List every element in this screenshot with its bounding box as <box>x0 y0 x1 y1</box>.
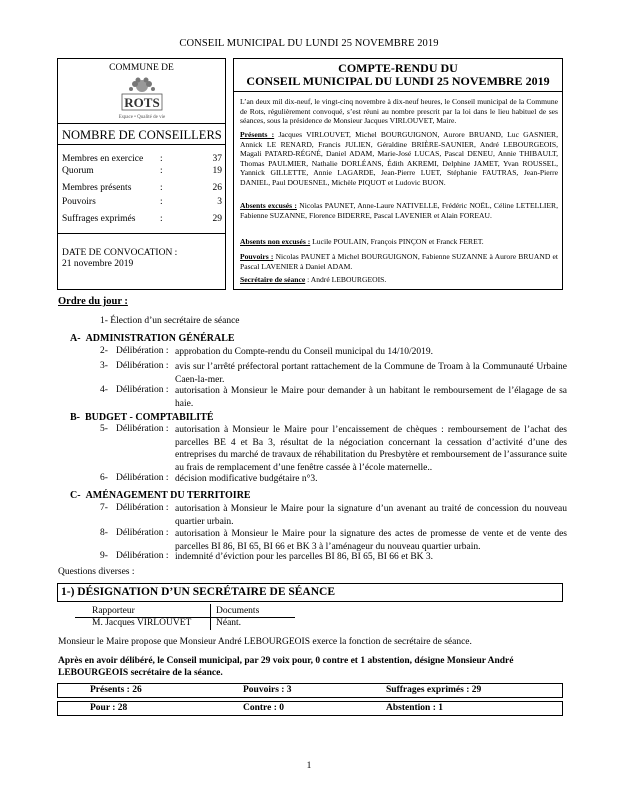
deliberation-label: Délibération : <box>116 424 169 434</box>
section-title-bar <box>57 583 563 602</box>
section-b: B- BUDGET - COMPTABILITÉ <box>70 412 214 423</box>
rots-logo <box>92 76 192 124</box>
questions-diverses: Questions diverses : <box>58 567 135 577</box>
deliberation-label: Délibération : <box>116 528 169 538</box>
deliberation-label: Délibération : <box>116 473 169 483</box>
suffrages-count: Suffrages exprimés : 29 <box>386 685 482 695</box>
pouvoirs-text: Pouvoirs : Nicolas PAUNET à Michel BOURGUIGNON, Fabienne SUZANNE à Aurore BRUAND et Pascal LAVENIER à Daniel ADAM. <box>240 252 558 271</box>
vote-result-box <box>57 701 563 716</box>
item-number: 7- <box>100 503 108 513</box>
convocation-label: DATE DE CONVOCATION : <box>62 248 178 258</box>
commune-info-box: COMMUNE DE ROTS Espace • Qualité de vie NOMBRE DE CONSEILLERS Membres en exercice : 37 Quorum : 19 Membres présents : 26 Pouvoirs : 3 Suffrages exprimés : 29 DATE DE CONVOCATION : 21 novembre 2019 <box>57 58 226 290</box>
convocation <box>62 248 222 270</box>
vote-summary-box <box>57 683 563 698</box>
deliberation-label: Délibération : <box>116 551 169 561</box>
divider <box>234 91 562 92</box>
pouvoirs-count: Pouvoirs : 3 <box>243 685 292 695</box>
item-number: 2- <box>100 346 108 356</box>
intro-text: L’an deux mil dix-neuf, le vingt-cinq novembre à dix-neuf heures, le Conseil municipal de la Commune de Rots, régulièrement convoqué, s’est réuni au nombre prescrit par la loi dans le lieu habituel de ses séances, sous la présidence de Monsieur Jacques VIRLOUVET, Maire. <box>240 97 558 126</box>
page-number: 1 <box>306 761 312 771</box>
compte-rendu-title: COMPTE-RENDU DU CONSEIL MUNICIPAL DU LUNDI 25 NOVEMBRE 2019 <box>246 61 550 88</box>
presents-count: Présents : 26 <box>90 685 142 695</box>
deliberation-text: indemnité d’éviction pour les parcelles BI 86, BI 65, BI 66 et BK 3. <box>175 552 434 562</box>
page-header: CONSEIL MUNICIPAL DU LUNDI 25 NOVEMBRE 2019 <box>179 38 439 49</box>
item-number: 4- <box>100 385 108 395</box>
absents-non-excuses-text: Absents non excusés : Lucile POULAIN, François PINÇON et Franck FERET. <box>240 237 484 246</box>
pour-count: Pour : 28 <box>90 703 128 713</box>
deliberation-label: Délibération : <box>116 346 169 356</box>
item-number: 6- <box>100 473 108 483</box>
agenda-item-1: 1- Élection d’un secrétaire de séance <box>100 316 240 326</box>
absents-excuses-text: Absents excusés : Nicolas PAUNET, Anne-Laure NATIVELLE, Frédéric NOËL, Céline LETELLIER, Fabienne SUZANNE, Florence BIDERRE, Pascal LAVENIER et Alain FOREAU. <box>240 201 559 220</box>
divider <box>58 233 225 234</box>
item-number: 3- <box>100 361 108 371</box>
section-a: A- ADMINISTRATION GÉNÉRALE <box>70 333 235 344</box>
nb-conseillers-title: NOMBRE DE CONSEILLERS <box>62 128 222 142</box>
deliberation-text: autorisation à Monsieur le Maire pour l’encaissement de chèques : remboursement de l’achat des parcelles BE 4 et Ba 3, résultat de la négociation concernant la cessation d’activité d’une des entreprises du marché de travaux de réhabilitation du Presbytère et remboursement de l’assurance suite au frais de remplacement d’une fenêtre cassée à l’école maternelle.. <box>175 425 567 473</box>
rapporteur-name: M. Jacques VIRLOUVET <box>92 618 192 628</box>
deliberation-text: autorisation à Monsieur le Maire pour demander à un habitant le remboursement de l’élagage de sa haie. <box>175 386 567 409</box>
deliberation-text: décision modificative budgétaire n°3. <box>175 474 318 484</box>
table-rule <box>210 604 211 630</box>
divider <box>58 123 225 124</box>
logo-tagline: Espace • Qualité de vie <box>118 115 166 120</box>
documents-value: Néant. <box>216 618 242 628</box>
divider <box>58 144 225 145</box>
deliberation-text: autorisation à Monsieur le Maire pour la signature des actes de promesse de vente et de vente des parcelles BI 86, BI 65, BI 66 et BK 3 à l’aménageur du nouveau quartier urbain. <box>175 529 567 552</box>
deliberation-label: Délibération : <box>116 503 169 513</box>
secretaire-text: Secrétaire de séance : André LEBOURGEOIS. <box>240 275 387 284</box>
agenda-title: Ordre du jour : <box>58 296 128 307</box>
proposal-paragraph: Monsieur le Maire propose que Monsieur André LEBOURGEOIS exerce la fonction de secrétaire de séance. <box>58 637 472 647</box>
deliberation-text: approbation du Compte-rendu du Conseil municipal du 14/10/2019. <box>175 347 434 357</box>
presents-text: Présents : Jacques VIRLOUVET, Michel BOURGUIGNON, Aurore BRUAND, Luc GASNIER, Annick LE RENARD, Francis JULIEN, Géraldine BRIÈRE-SAUNIER, André LEBOURGEOIS, Magali PATARD-RÉGNÉ, Daniel ADAM, Marie-José LUCAS, Pascal DENEU, Annie THIBAULT, Thomas PAULMIER, Nathalie DORLÉANS, Édith AKREMI, Delphine JAMET, Yvan ROUSSEL, Yannick GILLETTE, Annie LAGARDE, Jean-Pierre LUET, Stéphanie FAUTRAS, Jean-Pierre DANIEL, Paul DOUESNEL, Michèle PIQUOT et Ludovic BUON. <box>240 130 558 187</box>
convocation-date: 21 novembre 2019 <box>62 259 134 269</box>
logo-word: ROTS <box>124 95 160 110</box>
item-number: 9- <box>100 551 108 561</box>
item-number: 8- <box>100 528 108 538</box>
section-c: C- AMÉNAGEMENT DU TERRITOIRE <box>70 490 251 501</box>
decision-paragraph: Après en avoir délibéré, le Conseil municipal, par 29 voix pour, 0 contre et 1 abstention, désigne Monsieur André LEBOURGEOIS secrétaire de la séance. <box>58 656 514 678</box>
table-rule <box>75 617 295 618</box>
contre-count: Contre : 0 <box>243 703 284 713</box>
documents-label: Documents <box>216 606 260 616</box>
compte-rendu-box <box>233 58 563 290</box>
deliberation-label: Délibération : <box>116 361 169 371</box>
rapporteur-label: Rapporteur <box>92 606 135 616</box>
deliberation-text: avis sur l’arrêté préfectoral portant rattachement de la Commune de Troam à la Communauté Urbaine Caen-la-mer. <box>175 362 567 385</box>
deliberation-label: Délibération : <box>116 385 169 395</box>
item-number: 5- <box>100 424 108 434</box>
abstention-count: Abstention : 1 <box>386 703 444 713</box>
section-title: 1-) DÉSIGNATION D’UN SECRÉTAIRE DE SÉANCE <box>61 586 336 598</box>
deliberation-text: autorisation à Monsieur le Maire pour la signature d’un avenant au traité de concession du nouveau quartier urbain. <box>175 504 567 527</box>
commune-label: COMMUNE DE <box>109 63 174 73</box>
